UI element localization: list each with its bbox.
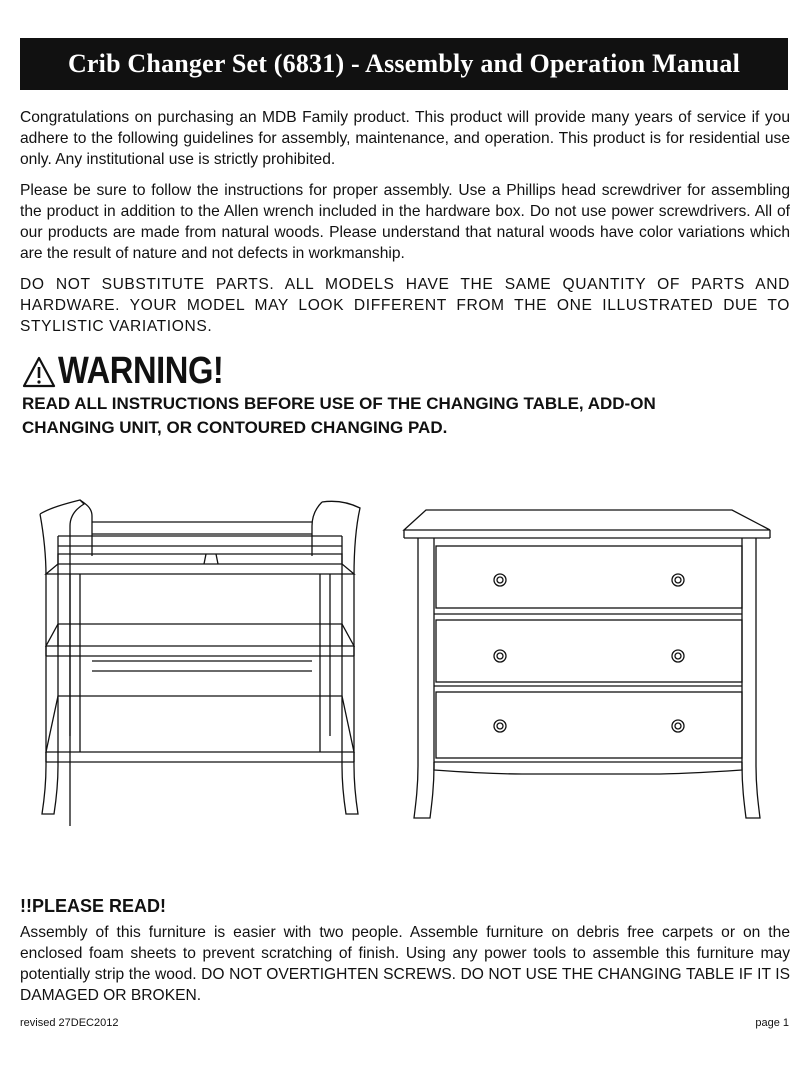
changing-table-illustration: [36, 496, 366, 826]
warning-heading-row: [22, 350, 250, 393]
warning-heading: WARNING!: [58, 350, 224, 392]
intro-paragraph-3: DO NOT SUBSTITUTE PARTS. ALL MODELS HAVE THE SAME QUANTITY OF PARTS AND HARDWARE. YOUR MODEL MAY LOOK DIFFERENT FROM THE ONE ILLUSTRATED DUE TO STYLISTIC VARIATIONS.: [20, 276, 790, 335]
revision-note: revised 27DEC2012: [20, 1017, 119, 1029]
please-read-heading: !!PLEASE READ!: [20, 896, 167, 916]
intro-paragraph-2: Please be sure to follow the instructions for proper assembly. Use a Phillips head screwdriver for assembling the product in addition to the Allen wrench included in the hardware box. Do not use power screwdrivers. All of our products are made from natural woods. Please understand that natural woods have color variations which are the result of nature and not defects in workmanship.: [20, 182, 790, 262]
please-read-paragraph: Assembly of this furniture is easier with two people. Assemble furniture on debris free carpets or on the enclosed foam sheets to prevent scratching of finish. Using any power tools to assemble this furniture may potentially strip the wood. DO NOT OVERTIGHTEN SCREWS. DO NOT USE THE CHANGING TABLE IF IT IS DAMAGED OR BROKEN.: [20, 924, 790, 1004]
page-number: page 1: [755, 1017, 789, 1029]
title-bar: [20, 38, 788, 90]
three-drawer-dresser-illustration: [402, 506, 774, 822]
page-title: Crib Changer Set (6831) - Assembly and Operation Manual: [67, 49, 741, 78]
warning-triangle-icon: [22, 356, 56, 388]
warning-text: READ ALL INSTRUCTIONS BEFORE USE OF THE CHANGING TABLE, ADD-ON CHANGING UNIT, OR CONTOURED CHANGING PAD.: [22, 394, 656, 437]
intro-paragraph-1: Congratulations on purchasing an MDB Family product. This product will provide many years of service if you adhere to the following guidelines for assembly, maintenance, and operation. This product is for residential use only. Any institutional use is strictly prohibited.: [20, 109, 790, 168]
